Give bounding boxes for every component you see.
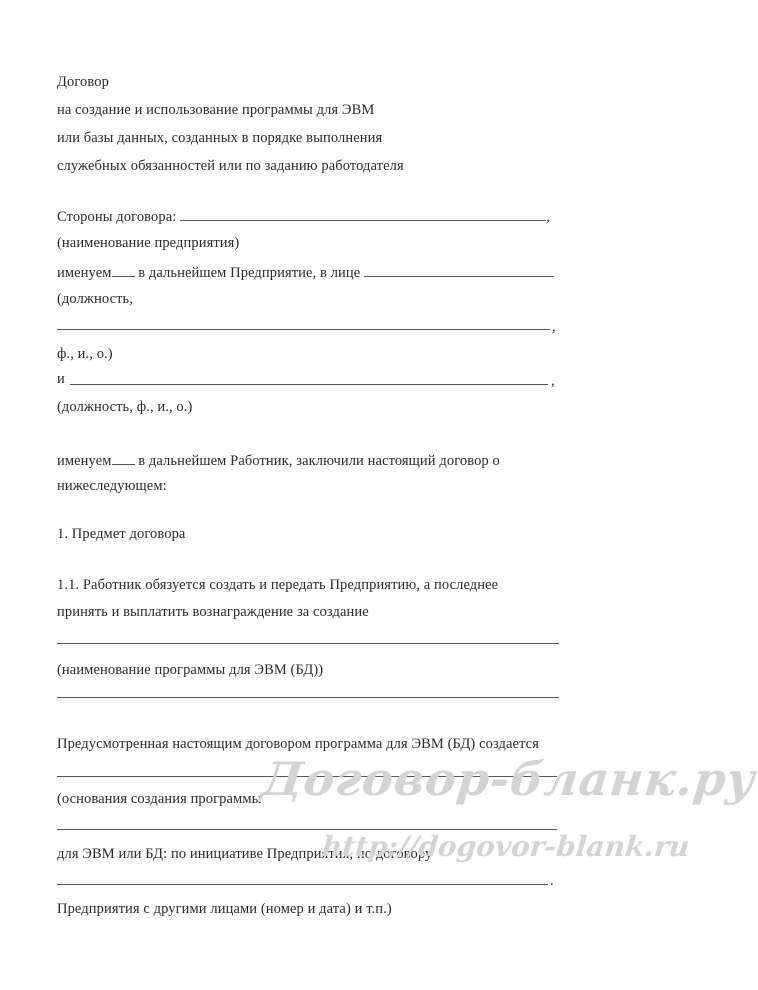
clause-1-1-line-1: 1.1. Работник обязуется создать и передать Предприятию, а последнее <box>57 577 499 593</box>
employee-named-continuation: нижеследующем: <box>57 478 167 494</box>
employee-blank[interactable] <box>70 384 548 385</box>
watermark-url: http://dogovor-blank.ru <box>320 830 692 863</box>
employee-line <box>57 370 65 388</box>
note-employee: (должность, ф., и., о.) <box>57 399 193 415</box>
parties-label-line <box>57 206 550 226</box>
named-prefix: именуем <box>57 453 112 469</box>
named-prefix: именуем <box>57 265 112 281</box>
clause-1-1-line-2: принять и выплатить вознаграждение за создание <box>57 604 369 620</box>
note-program-name: (наименование программы для ЭВМ (БД)) <box>57 662 324 678</box>
ending-blank[interactable] <box>112 450 135 465</box>
note-basis-line-1: (основания создания программы <box>57 791 262 807</box>
program-name-blank[interactable] <box>57 643 559 644</box>
period: . <box>550 873 554 889</box>
enterprise-represented-line <box>57 262 554 282</box>
section-heading: 1. Предмет договора <box>57 526 186 542</box>
watermark-logo: Договор-бланк.ру <box>259 752 758 806</box>
note-position: (должность, <box>57 291 134 307</box>
comma: , <box>552 319 556 335</box>
clause-creation-basis: Предусмотренная настоящим договором программа для ЭВМ (БД) создается <box>57 736 539 752</box>
program-name-blank-2[interactable] <box>57 697 559 698</box>
document-subtitle-line-3: служебных обязанностей или по заданию работодателя <box>57 158 404 174</box>
ending-blank[interactable] <box>112 262 135 277</box>
basis-blank-3[interactable] <box>57 884 548 885</box>
document-subtitle-line-2: или базы данных, созданных в порядке выполнения <box>57 130 383 146</box>
and-label: и <box>57 371 65 387</box>
note-enterprise-name: (наименование предприятия) <box>57 235 240 251</box>
note-full-name: ф., и., о.) <box>57 346 113 362</box>
document-title: Договор <box>57 74 109 90</box>
document-subtitle-line-1: на создание и использование программы для ЭВМ <box>57 102 375 118</box>
representative-blank[interactable] <box>364 262 554 277</box>
comma: , <box>546 209 550 225</box>
note-basis-line-2: для ЭВМ или БД: по инициативе Предприятия, по договору <box>57 846 433 862</box>
enterprise-name-blank[interactable] <box>180 206 546 221</box>
employee-named-line <box>57 450 500 470</box>
position-name-blank[interactable] <box>57 329 550 330</box>
named-employee-text: в дальнейшем Работник, заключили настоящий договор о <box>134 453 500 469</box>
named-enterprise-text: в дальнейшем Предприятие, в лице <box>134 265 365 281</box>
basis-blank-2[interactable] <box>57 829 557 830</box>
comma: , <box>551 373 555 389</box>
note-basis-line-3: Предприятия с другими лицами (номер и дата) и т.п.) <box>57 901 392 917</box>
parties-label: Стороны договора: <box>57 209 177 225</box>
basis-blank[interactable] <box>57 776 557 777</box>
